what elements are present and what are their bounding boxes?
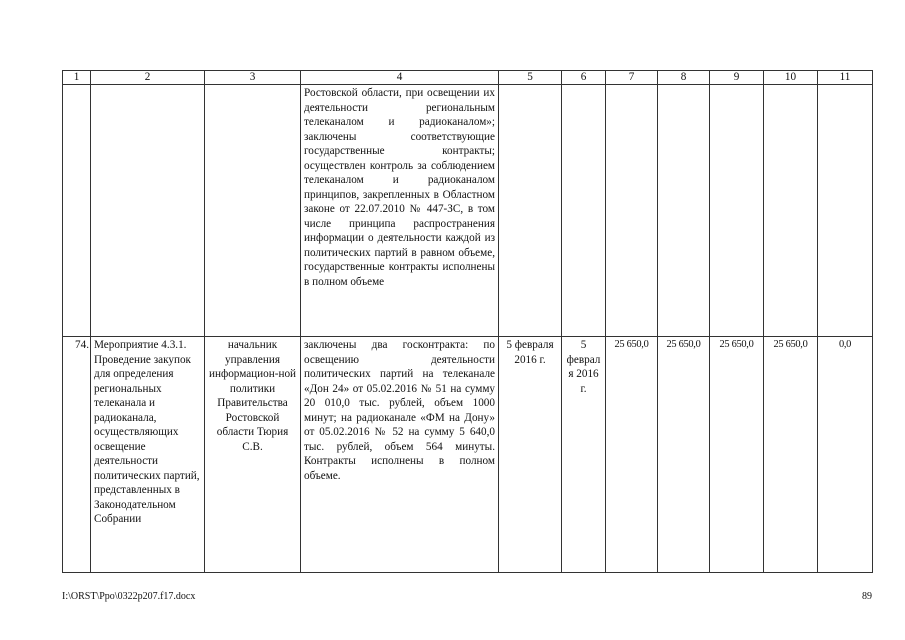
- header-row: [63, 71, 873, 85]
- header-col-3: 3: [205, 71, 301, 85]
- header-col-8: 8: [658, 71, 710, 85]
- header-col-6: 6: [562, 71, 606, 85]
- continuation-col11-cell: [818, 85, 873, 337]
- activity-cell: Мероприятие 4.3.1. Проведение закупок для определения региональных телеканала и радиоканала, осуществляющих освещение деятельности политических партий, представленных в Законодательном Собрании: [91, 337, 205, 573]
- continuation-col9-cell: [710, 85, 764, 337]
- header-col-1: 1: [63, 71, 91, 85]
- col9-value-cell: 25 650,0: [710, 337, 764, 573]
- actual-date-cell: 5 февраля 2016 г.: [562, 337, 606, 573]
- col10-value-cell: 25 650,0: [764, 337, 818, 573]
- header-col-5: 5: [499, 71, 562, 85]
- report-table: [62, 70, 873, 573]
- header-col-4: 4: [301, 71, 499, 85]
- continuation-col10-cell: [764, 85, 818, 337]
- result-cell: заключены два госконтракта: по освещению деятельности политических партий на телеканале «Дон 24» от 05.02.2016 № 51 на сумму 20 010,0 тыс. рублей, объем 1000 минут; на радиоканале «ФМ на Дону» от 05.02.2016 № 52 на сумму 5 640,0 тыс. рублей, объем 564 минуты. Контракты исполнены в полном объеме.: [301, 337, 499, 573]
- header-col-10: 10: [764, 71, 818, 85]
- table-row-74: [63, 337, 873, 573]
- row-number-cell: 74.: [63, 337, 91, 573]
- col8-value-cell: 25 650,0: [658, 337, 710, 573]
- continuation-number-cell: [63, 85, 91, 337]
- header-col-7: 7: [606, 71, 658, 85]
- col7-value-cell: 25 650,0: [606, 337, 658, 573]
- header-col-2: 2: [91, 71, 205, 85]
- planned-date-cell: 5 февраля 2016 г.: [499, 337, 562, 573]
- footer-file-path: I:\ORST\Ppo\0322p207.f17.docx: [62, 591, 196, 602]
- table-row-continuation: [63, 85, 873, 337]
- continuation-result-cell: Ростовской области, при освещении их деятельности региональным телеканалом и радиоканалом»; заключены соответствующие государственные контракты; осуществлен контроль за соблюдением телеканалом и радиоканалом принципов, закрепленных в Областном законе от 22.07.2010 № 447-ЗС, в том числе принципа распространения информации о деятельности каждой из политических партий в равном объеме, государственные контракты исполнены в полном объеме: [301, 85, 499, 337]
- continuation-responsible-cell: [205, 85, 301, 337]
- continuation-col5-cell: [499, 85, 562, 337]
- continuation-col8-cell: [658, 85, 710, 337]
- continuation-col7-cell: [606, 85, 658, 337]
- header-col-11: 11: [818, 71, 873, 85]
- continuation-activity-cell: [91, 85, 205, 337]
- header-col-9: 9: [710, 71, 764, 85]
- col11-value-cell: 0,0: [818, 337, 873, 573]
- responsible-cell: начальник управления информацион-ной политики Правительства Ростовской области Тюрия С.В.: [205, 337, 301, 573]
- footer-page-number: 89: [862, 591, 872, 602]
- continuation-col6-cell: [562, 85, 606, 337]
